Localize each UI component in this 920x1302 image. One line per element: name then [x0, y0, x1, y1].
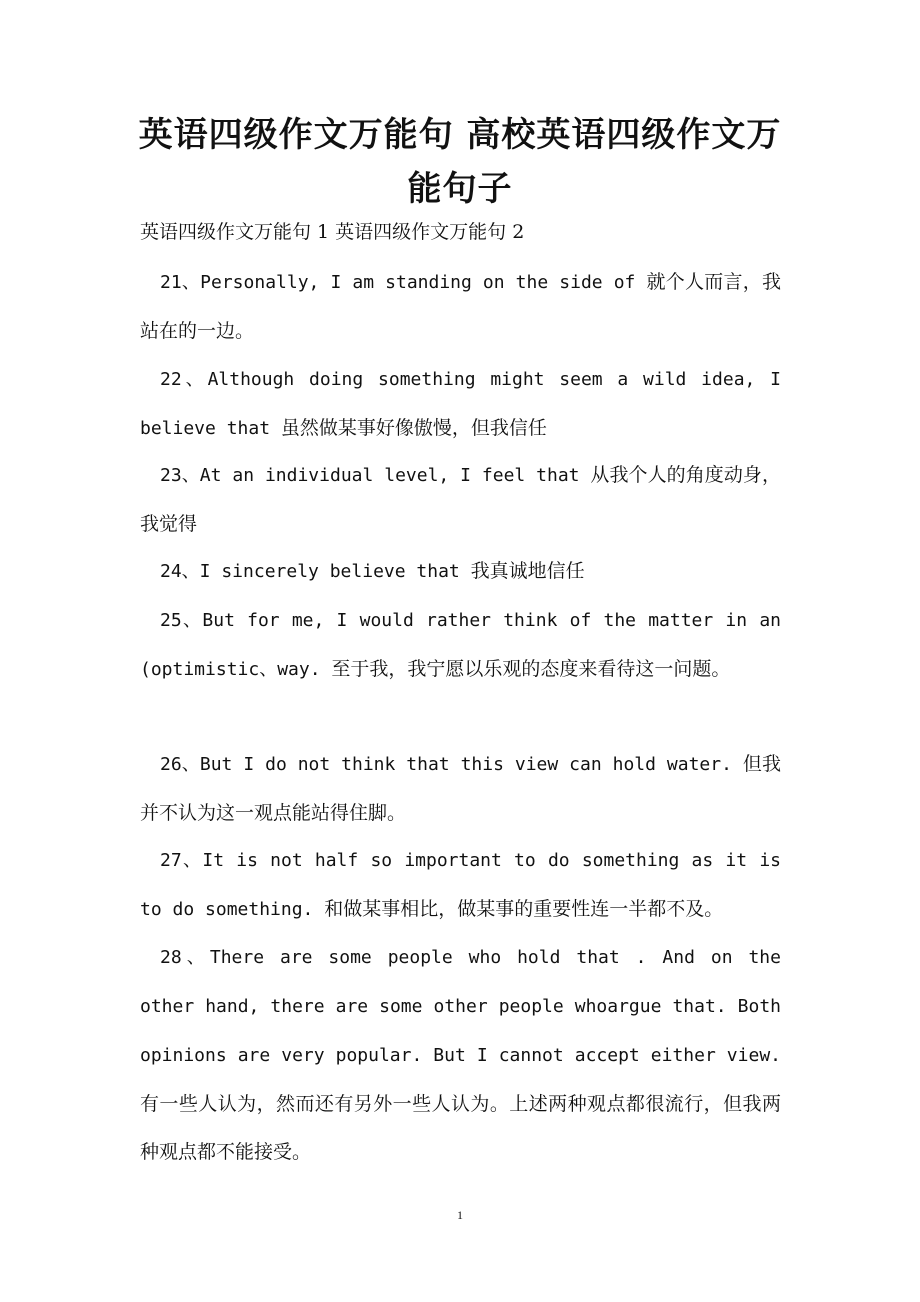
paragraph-21: [140, 258, 781, 355]
paragraph-22: [140, 355, 781, 453]
title-line-1: 英语四级作文万能句 高校英语四级作文万: [138, 115, 782, 155]
paragraph-27: [140, 836, 781, 934]
paragraph-24: [140, 547, 781, 596]
paragraph-en: 25、But for me, I would rather think of the matter in an (optimistic、way.: [140, 610, 781, 680]
paragraph-zh: 从我个人的角度动身，我觉得: [140, 464, 781, 535]
paragraph-26: [140, 740, 781, 837]
paragraph-en: 26、But I do not think that this view can hold water.: [160, 754, 743, 775]
paragraph-23: [140, 451, 781, 548]
document-title: [120, 108, 800, 216]
title-line-2: 能句子: [407, 169, 513, 209]
page-number: 1: [457, 1208, 463, 1222]
paragraph-zh: 但我并不认为这一观点能站得住脚。: [140, 753, 781, 824]
paragraph-28: [140, 933, 781, 1176]
paragraph-zh: 有一些人认为，然而还有另外一些人认为。上述两种观点都很流行，但我两种观点都不能接受。: [140, 1093, 781, 1163]
paragraph-zh: 虽然做某事好像傲慢，但我信任: [280, 417, 547, 439]
paragraph-25: [140, 596, 781, 694]
paragraph-en: 21、Personally, I am standing on the side of: [160, 272, 647, 293]
paragraph-zh: 和做某事相比，做某事的重要性连一半都不及。: [324, 898, 724, 920]
paragraph-zh: 就个人而言，我站在的一边。: [140, 271, 781, 342]
paragraph-en: 22、Although doing something might seem a wild idea, I believe that: [140, 369, 781, 439]
paragraph-en: 27、It is not half so important to do something as it is to do something.: [140, 850, 781, 920]
paragraph-en: 28、There are some people who hold that . And on the other hand, there are some other people whoargue that. Both opinions are very popular. But I cannot accept either view.: [140, 947, 781, 1066]
paragraph-en: 24、I sincerely believe that: [160, 561, 471, 582]
paragraph-zh: 至于我，我宁愿以乐观的态度来看待这一问题。: [331, 658, 731, 680]
paragraph-en: 23、At an individual level, I feel that: [160, 465, 591, 486]
document-subtitle: 英语四级作文万能句 1 英语四级作文万能句 2: [140, 221, 525, 243]
paragraph-zh: 我真诚地信任: [470, 560, 585, 582]
